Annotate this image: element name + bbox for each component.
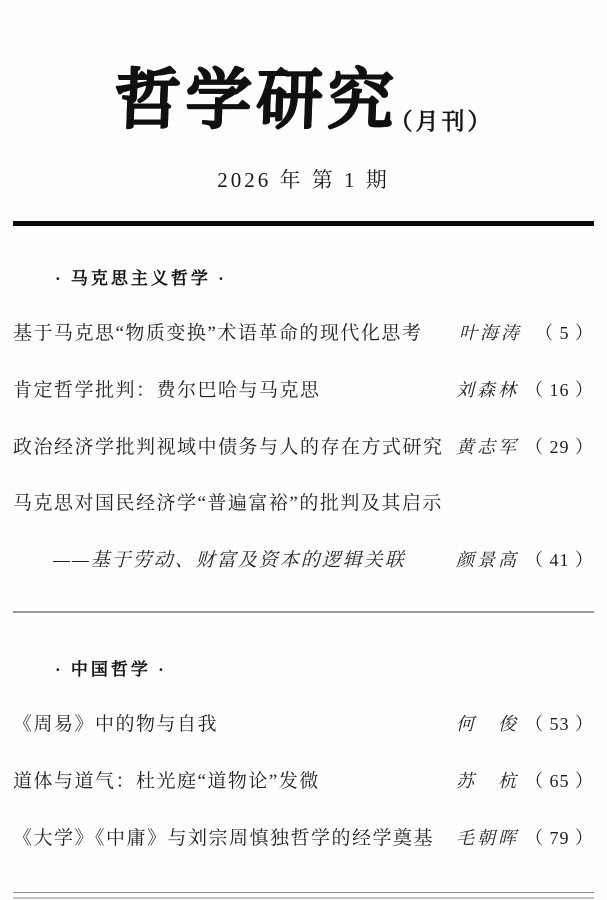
section-divider-rule [13,611,594,613]
section-chinese-philosophy [0,661,607,850]
article-title: 马克思对国民经济学“普遍富裕”的批判及其启示 [13,493,443,515]
bottom-rule-thick [13,897,594,899]
article-page: （ 41 ） [525,550,594,571]
article-page: （ 79 ） [525,828,594,849]
table-row [13,436,594,459]
article-author: 毛朝晖 [456,828,519,849]
article-page: （ 65 ） [525,771,594,792]
article-page: （ 29 ） [525,437,594,458]
article-title: 《周易》中的物与自我 [13,714,219,736]
article-author: 刘森林 [456,380,519,401]
top-double-rule [13,221,594,226]
article-author: 黄志军 [456,437,519,458]
table-row [13,713,594,736]
article-page: （ 16 ） [525,380,594,401]
table-row [13,379,594,402]
section-header: · 中国哲学 · [55,660,167,680]
table-row [13,827,594,850]
article-author: 苏 杭 [456,771,519,792]
table-row [13,493,594,515]
article-title: 肯定哲学批判：费尔巴哈与马克思 [13,380,321,402]
table-row [13,770,594,793]
article-title: 基于马克思“物质变换”术语革命的现代化思考 [13,323,423,345]
article-author: 叶海涛 [459,323,522,344]
journal-title: 哲学研究 [112,64,399,137]
article-author: 何 俊 [456,714,519,735]
issue-line: 2026 年 第 1 期 [217,168,390,193]
table-row [13,549,594,572]
article-page: （ 5 ） [535,323,594,344]
article-page: （ 53 ） [525,714,594,735]
bottom-rule-thin [13,892,594,893]
masthead [0,0,607,152]
section-marxist-philosophy [0,270,607,572]
article-author: 颜景高 [456,550,519,571]
article-title: 政治经济学批判视域中债务与人的存在方式研究 [13,437,444,459]
article-title: 《大学》《中庸》与刘宗周慎独哲学的经学奠基 [13,828,435,850]
journal-subtitle-monthly: （月刊） [389,109,494,135]
section-header: · 马克思主义哲学 · [55,269,227,289]
article-title: 道体与道气：杜光庭“道物论”发微 [13,771,320,793]
table-row [13,322,594,345]
article-subtitle: ——基于劳动、财富及资本的逻辑关联 [53,550,406,572]
